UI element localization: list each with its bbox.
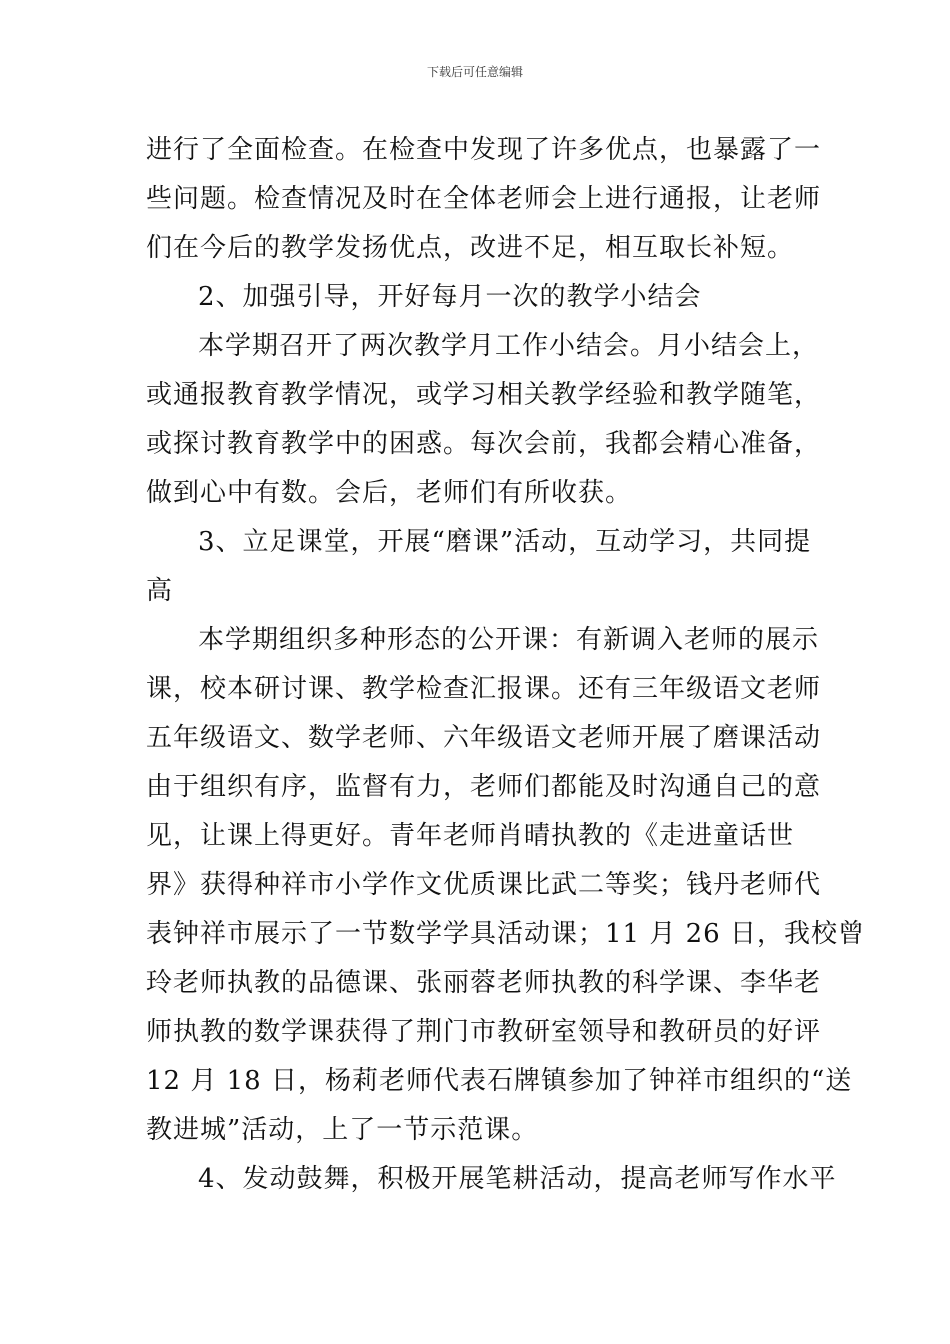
text-line: 们在今后的教学发扬优点，改进不足，相互取长补短。 <box>146 233 795 263</box>
text-line: 或探讨教育教学中的困惑。每次会前，我都会精心准备， <box>146 429 822 459</box>
text-line: 课，校本研讨课、教学检查汇报课。还有三年级语文老师 <box>146 674 822 704</box>
heading-section-3 <box>146 518 810 616</box>
text-line: 本学期组织多种形态的公开课：有新调入老师的展示 <box>198 625 820 655</box>
text-line: 做到心中有数。会后，老师们有所收获。 <box>146 478 633 508</box>
text-line: 本学期召开了两次教学月工作小结会。月小结会上， <box>198 331 820 361</box>
text-line: 教进城”活动，上了一节示范课。 <box>146 1115 539 1145</box>
heading-line: 3、立足课堂，开展“磨课”活动，互动学习，共同提 <box>198 527 812 557</box>
page-header-note: 下载后可任意编辑 <box>426 65 523 79</box>
heading-line: 高 <box>146 576 174 606</box>
paragraph-inspection <box>146 126 822 273</box>
text-line: 界》获得种祥市小学作文优质课比武二等奖；钱丹老师代 <box>146 870 822 900</box>
text-line: 师执教的数学课获得了荆门市教研室领导和教研员的好评 <box>146 1017 822 1047</box>
text-line: 表钟祥市展示了一节数学学具活动课；11 月 26 日，我校曾 <box>146 919 865 949</box>
heading-section-2 <box>146 273 810 322</box>
paragraph-monthly-summary <box>146 322 822 518</box>
document-body <box>146 126 865 1204</box>
text-line: 玲老师执教的品德课、张丽蓉老师执教的科学课、李华老 <box>146 968 822 998</box>
text-line: 见，让课上得更好。青年老师肖晴执教的《走进童话世 <box>146 821 795 851</box>
text-line: 五年级语文、数学老师、六年级语文老师开展了磨课活动 <box>146 723 822 753</box>
heading-line: 2、加强引导，开好每月一次的教学小结会 <box>198 282 702 312</box>
heading-line: 4、发动鼓舞，积极开展笔耕活动，提高老师写作水平 <box>198 1164 837 1194</box>
text-line: 或通报教育教学情况，或学习相关教学经验和教学随笔， <box>146 380 822 410</box>
text-line: 进行了全面检查。在检查中发现了许多优点，也暴露了一 <box>146 135 822 165</box>
text-line: 由于组织有序，监督有力，老师们都能及时沟通自己的意 <box>146 772 822 802</box>
text-line: 些问题。检查情况及时在全体老师会上进行通报，让老师 <box>146 184 822 214</box>
paragraph-open-classes <box>146 616 865 1155</box>
text-line: 12 月 18 日，杨莉老师代表石牌镇参加了钟祥市组织的“送 <box>146 1066 853 1096</box>
heading-section-4 <box>146 1155 837 1204</box>
